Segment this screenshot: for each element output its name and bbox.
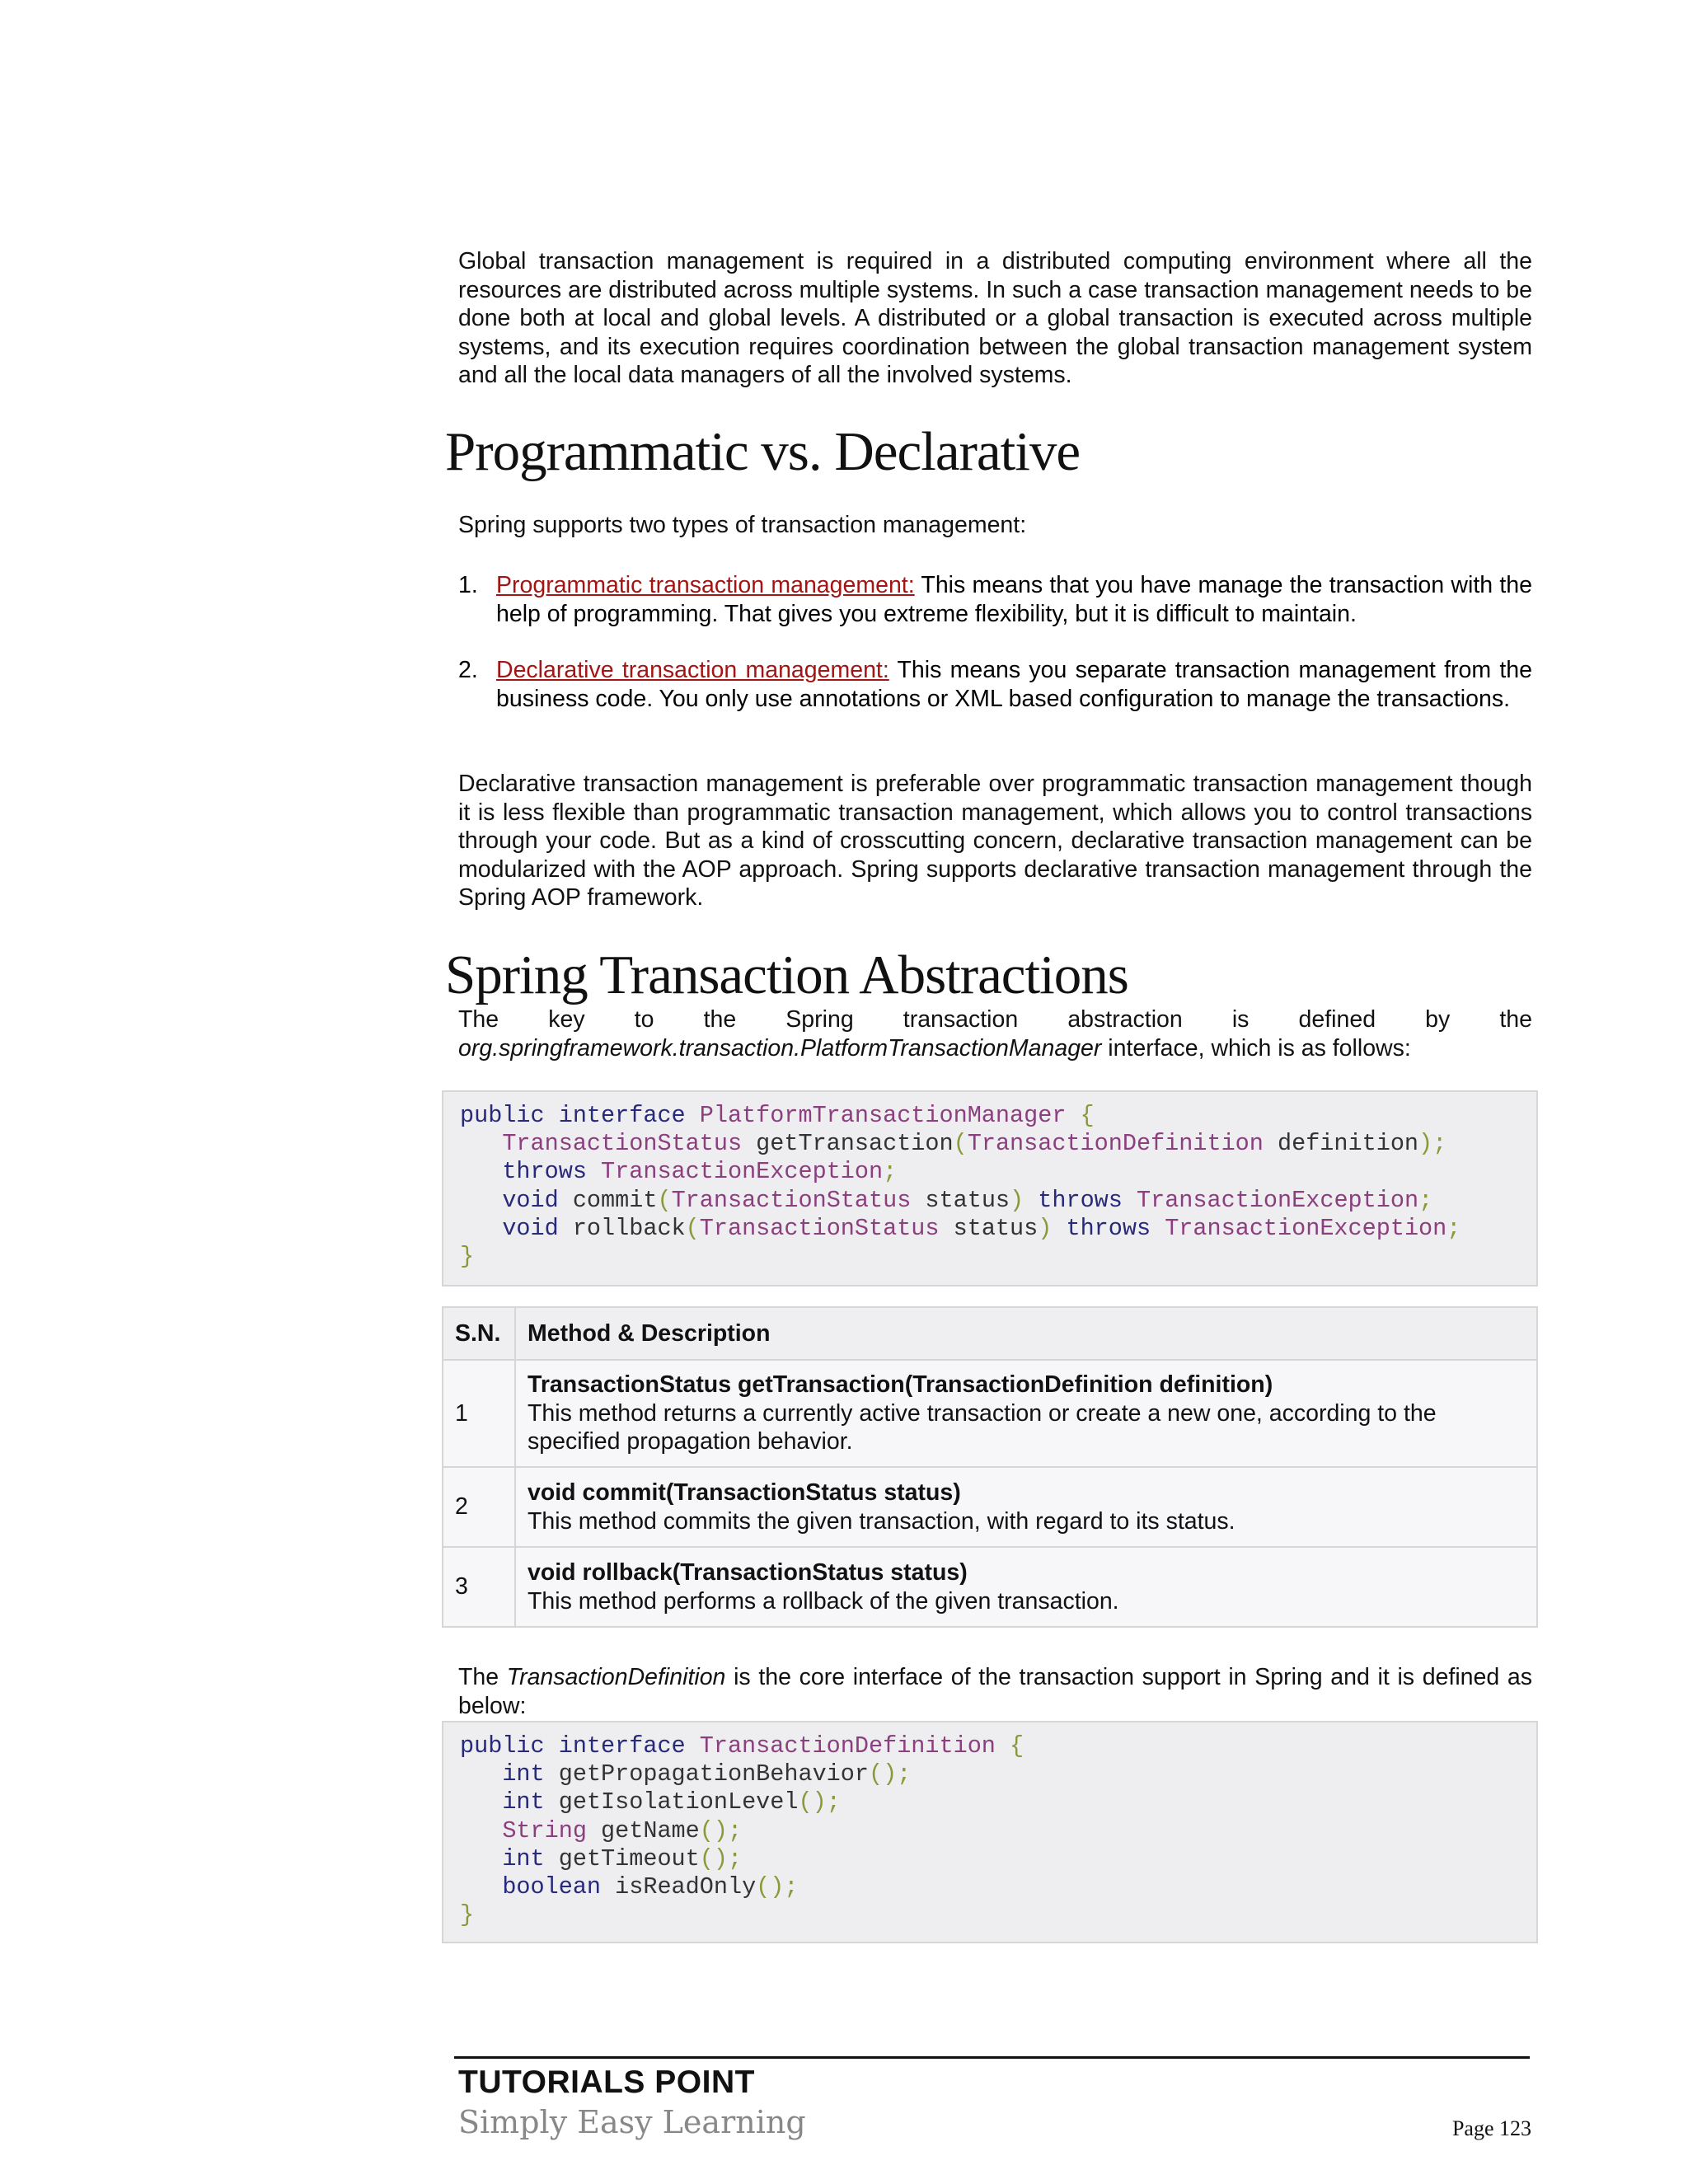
transaction-types-list xyxy=(458,571,1532,713)
code-token: int xyxy=(502,1788,559,1816)
code-token: (); xyxy=(798,1788,841,1816)
footer-tagline: Simply Easy Learning xyxy=(458,2104,806,2140)
code-token: TransactionStatus xyxy=(502,1130,757,1158)
list-item xyxy=(458,656,1532,713)
list-item-text: This means you separate transaction management from the business code. You only use annotations or XML based configuration to manage the transactions. xyxy=(496,657,1532,712)
code-token: throws xyxy=(1066,1214,1165,1242)
code-token: isReadOnly xyxy=(615,1873,757,1901)
code-token: TransactionException xyxy=(601,1158,884,1186)
code-token: public interface xyxy=(460,1102,700,1129)
method-description: This method returns a currently active transaction or create a new one, according to the specified propagation behavior. xyxy=(528,1399,1437,1455)
code-token: getTimeout xyxy=(558,1844,700,1872)
header-sn: S.N. xyxy=(443,1307,515,1360)
list-number: 1. xyxy=(458,572,478,598)
code-token: ); xyxy=(1418,1130,1447,1158)
code-token: TransactionDefinition xyxy=(967,1130,1278,1158)
code-token: ; xyxy=(1447,1214,1461,1242)
code-token: int xyxy=(502,1760,559,1788)
declarative-preference-paragraph: Declarative transaction management is preferable over programmatic transaction management though it is less flexible than programmatic transaction management, which allows you to control transactions through your code. But as a kind of crosscutting concern, declarative transaction management can be modularized with the AOP approach. Spring supports declarative transaction management through the Spring AOP framework. xyxy=(458,771,1532,911)
code-token: ( xyxy=(685,1214,700,1242)
method-description: This method commits the given transaction, with regard to its status. xyxy=(528,1507,1236,1535)
code-token: { xyxy=(1010,1732,1025,1760)
code-token xyxy=(460,1130,502,1157)
code-token: } xyxy=(460,1243,475,1271)
code-token: TransactionStatus xyxy=(699,1214,954,1242)
list-item xyxy=(458,571,1532,628)
row-sn: 1 xyxy=(443,1360,515,1467)
intro-paragraph: Global transaction management is required in a distributed computing environment where all the resources are distributed across multiple systems. In such a case transaction management needs to be done both at local and global levels. A distributed or a global transaction is executed across multiple systems, and its execution requires coordination between the global transaction management system and all the local data managers of all the involved systems. xyxy=(458,248,1532,388)
code-token: getPropagationBehavior xyxy=(558,1760,869,1788)
table-row xyxy=(443,1360,1537,1467)
code-token: void xyxy=(502,1214,573,1242)
code-token: ) xyxy=(1010,1186,1039,1214)
code-token: (); xyxy=(869,1760,912,1788)
method-signature: void commit(TransactionStatus status) xyxy=(528,1479,961,1506)
code-token: } xyxy=(460,1901,475,1929)
code-token xyxy=(460,1215,502,1242)
row-sn: 3 xyxy=(443,1547,515,1627)
abstraction-intro-line1: The key to the Spring transaction abstraction is defined by the xyxy=(458,1006,1532,1033)
code-token: TransactionStatus xyxy=(671,1186,926,1214)
footer-brand: TUTORIALS POINT xyxy=(458,2064,755,2100)
declarative-link[interactable]: Declarative transaction management: xyxy=(496,657,889,683)
code-token: public interface xyxy=(460,1732,700,1760)
code-token: String xyxy=(502,1816,602,1844)
heading-spring-transaction-abstractions: Spring Transaction Abstractions xyxy=(445,944,1128,1005)
table-row xyxy=(443,1547,1537,1627)
code-token: boolean xyxy=(502,1873,616,1901)
code-token: TransactionException xyxy=(1165,1214,1447,1242)
programmatic-link[interactable]: Programmatic transaction management: xyxy=(496,572,915,598)
code-token xyxy=(460,1817,502,1844)
code-token: void xyxy=(502,1186,573,1214)
code-token: ) xyxy=(1038,1214,1067,1242)
code-token: ; xyxy=(1418,1186,1433,1214)
types-lead: Spring supports two types of transaction management: xyxy=(458,512,1027,538)
row-method xyxy=(515,1360,1537,1467)
transaction-definition-name: TransactionDefinition xyxy=(506,1664,726,1690)
code-token: { xyxy=(1080,1102,1095,1129)
methods-table xyxy=(442,1306,1538,1628)
row-method xyxy=(515,1547,1537,1627)
code-token: rollback xyxy=(572,1214,686,1242)
code-token: int xyxy=(502,1844,559,1872)
code-token: (); xyxy=(699,1844,743,1872)
code-token: PlatformTransactionManager xyxy=(699,1102,1081,1129)
code-token: definition xyxy=(1278,1130,1419,1158)
header-method-description: Method & Description xyxy=(515,1307,1537,1360)
code-token: status xyxy=(925,1186,1010,1214)
code-token: ; xyxy=(883,1158,898,1186)
code-token: throws xyxy=(1038,1186,1137,1214)
heading-programmatic-vs-declarative: Programmatic vs. Declarative xyxy=(445,421,1081,482)
transaction-definition-intro: The TransactionDefinition is the core interface of the transaction support in Spring and it is defined as below: xyxy=(458,1664,1532,1719)
row-method xyxy=(515,1467,1537,1547)
code-token: (); xyxy=(756,1873,799,1901)
code-token: getTransaction xyxy=(756,1130,954,1158)
code-token: throws xyxy=(502,1158,602,1186)
code-text xyxy=(460,1102,1536,1271)
list-number: 2. xyxy=(458,657,478,683)
code-token: getIsolationLevel xyxy=(558,1788,799,1816)
table-row xyxy=(443,1467,1537,1547)
method-signature: TransactionStatus getTransaction(TransactionDefinition definition) xyxy=(528,1371,1273,1399)
abstraction-intro: The key to the Spring transaction abstraction is defined by the org.springframework.transaction.PlatformTransactionManager interface, which is as follows: xyxy=(458,1006,1532,1062)
method-description: This method performs a rollback of the given transaction. xyxy=(528,1587,1119,1615)
code-token: status xyxy=(953,1214,1039,1242)
page-number: Page 123 xyxy=(1451,2116,1531,2140)
code-token xyxy=(460,1845,502,1872)
method-signature: void rollback(TransactionStatus status) xyxy=(528,1559,968,1586)
code-token xyxy=(460,1873,502,1900)
row-sn: 2 xyxy=(443,1467,515,1547)
footer-divider xyxy=(454,2056,1530,2059)
list-item-text: This means that you have manage the transaction with the help of programming. That gives you extreme flexibility, but it is difficult to maintain. xyxy=(496,572,1532,627)
code-token xyxy=(460,1788,502,1816)
code-token: getName xyxy=(601,1816,700,1844)
code-token xyxy=(460,1187,502,1214)
code-token: commit xyxy=(572,1186,658,1214)
code-block-transaction-definition xyxy=(442,1721,1538,1943)
code-token xyxy=(460,1760,502,1788)
code-token: TransactionDefinition xyxy=(699,1732,1010,1760)
code-token: TransactionException xyxy=(1137,1186,1419,1214)
code-token: ( xyxy=(953,1130,968,1158)
platform-transaction-manager-name: org.springframework.transaction.PlatformTransactionManager xyxy=(458,1034,1102,1062)
code-token xyxy=(460,1158,502,1185)
code-token: ( xyxy=(657,1186,672,1214)
code-text xyxy=(460,1732,1536,1929)
code-block-platform-transaction-manager xyxy=(442,1090,1538,1286)
table-header-row xyxy=(443,1307,1537,1360)
code-token: (); xyxy=(699,1816,743,1844)
